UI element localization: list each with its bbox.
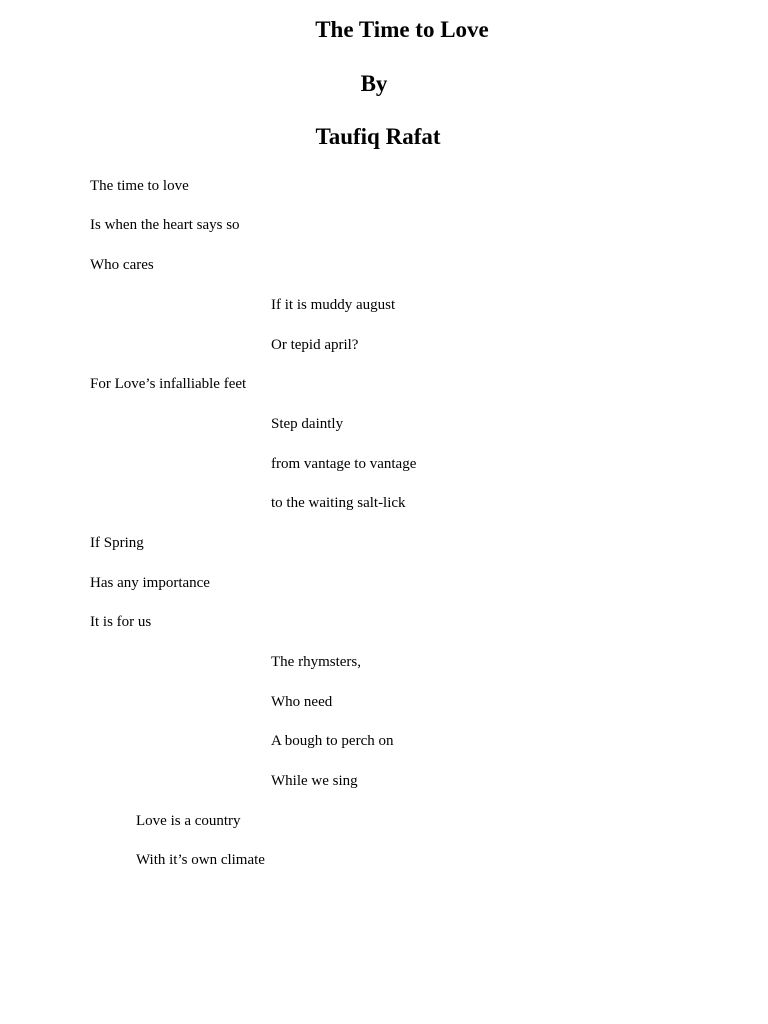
- poem-line: The rhymsters,: [271, 654, 361, 670]
- poem-line: A bough to perch on: [271, 733, 394, 749]
- poem-line: It is for us: [90, 614, 152, 630]
- poem-line: from vantage to vantage: [271, 456, 417, 472]
- poem-title: The Time to Love: [315, 17, 489, 42]
- poem-line: With it’s own climate: [136, 852, 265, 868]
- poem-line: If Spring: [90, 535, 144, 551]
- poem-line: For Love’s infalliable feet: [90, 376, 247, 392]
- author-name: Taufiq Rafat: [315, 124, 441, 149]
- poem-line: If it is muddy august: [271, 297, 396, 313]
- poem-line: Has any importance: [90, 575, 210, 591]
- byline-label: By: [360, 71, 388, 96]
- poem-line: Is when the heart says so: [90, 217, 240, 233]
- poem-line: Who cares: [90, 257, 154, 273]
- poem-line: While we sing: [271, 773, 358, 789]
- poem-line: to the waiting salt-lick: [271, 495, 406, 511]
- poem-line: The time to love: [90, 178, 189, 194]
- poem-line: Who need: [271, 694, 333, 710]
- poem-line: Step daintly: [271, 416, 344, 432]
- poem-line: Or tepid april?: [271, 337, 359, 353]
- poem-line: Love is a country: [136, 813, 241, 829]
